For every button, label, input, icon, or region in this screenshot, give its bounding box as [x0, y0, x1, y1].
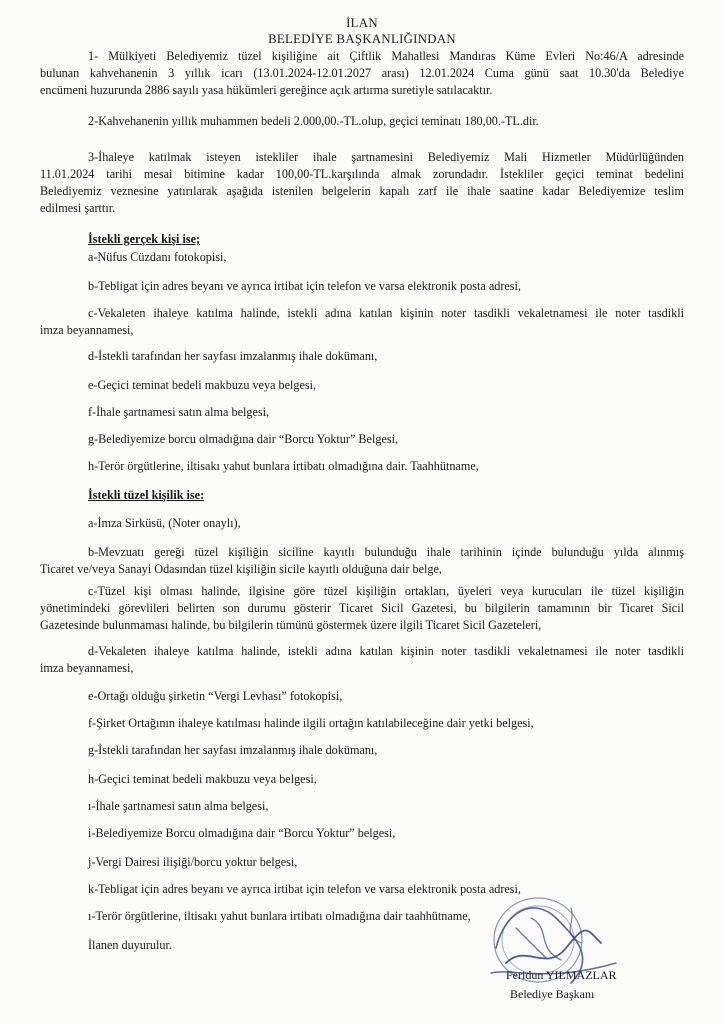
signatory-role: Belediye Başkanı: [510, 987, 595, 1001]
real-item-a: a-Nüfus Cüzdanı fotokopisi,: [88, 250, 227, 264]
legal-item-c-line-2: yönetimindeki görevlileri belirten son durumu gösterir Ticaret Sicil Gazetesi, bu bilgilerin tamamının bir Ticaret Sicil: [40, 601, 684, 615]
legal-item-d-line-2: imza beyannamesi,: [40, 661, 134, 675]
legal-item-d-line-1: d-Vekaleten ihaleye katılma halinde, istekli adına katılan kişinin noter tasdikli vekaletnamesi ile noter tasdikli: [88, 644, 684, 658]
paragraph-3-line-1: 3-İhaleye katılmak isteyen istekliler ihale şartnamesini Belediyemiz Mali Hizmetler Müdürlüğünden: [88, 150, 684, 164]
legal-item-g: g-İstekli tarafından her sayfası imzalanmış ihale dokümanı,: [88, 743, 378, 757]
signatory-name: Feridun YILMAZLAR: [506, 968, 617, 982]
legal-item-a: a-İmza Sirküsü, (Noter onaylı),: [88, 516, 241, 530]
page-title: İLAN: [346, 16, 378, 30]
paragraph-1-line-2: bulunan kahvehanenin 3 yıllık icarı (13.01.2024-12.01.2027 arası) 12.01.2024 Cuma günü saat 10.30'da Belediye: [40, 66, 684, 80]
real-person-heading: İstekli gerçek kişi ise;: [88, 232, 201, 246]
paragraph-1-line-1: 1- Mülkiyeti Belediyemiz tüzel kişiliğine ait Çiftlik Mahallesi Mandıras Küme Evleri No:46/A adresinde: [88, 49, 684, 63]
paragraph-2: 2-Kahvehanenin yıllık muhammen bedeli 2.000,00.-TL.olup, geçici teminatı 180,00.-TL.dir.: [88, 114, 539, 128]
legal-item-i-dotless: ı-İhale şartnamesi satın alma belgesi,: [88, 799, 269, 813]
real-item-e: e-Geçici teminat bedeli makbuzu veya belgesi,: [88, 378, 317, 392]
page-subtitle: BELEDİYE BAŞKANLIĞINDAN: [268, 32, 456, 46]
legal-item-l: ı-Terör örgütlerine, iltisakı yahut bunlara irtibatı olmadığına dair taahhütname,: [88, 909, 471, 923]
paragraph-3-line-2: 11.01.2024 tarihi mesai bitimine kadar 100,00-TL.karşılında almak zorundadır. İstekliler geçici teminat bedelini: [40, 167, 684, 181]
real-item-b: b-Tebligat için adres beyanı ve ayrıca irtibat için telefon ve varsa elektronik posta adresi,: [88, 279, 521, 293]
legal-item-c-line-1: c-Tüzel kişi olması halinde, ilgisine göre tüzel kişiliğin ortakları, üyeleri veya kurucuları ile tüzel kişiliğin: [88, 584, 684, 598]
paragraph-3-line-3: Belediyemiz veznesine yatırılarak aşağıda istenilen belgelerin kapalı zarf ile ihale saatine kadar Belediyemize teslim: [40, 184, 684, 198]
real-item-h: h-Terör örgütlerine, iltisakı yahut bunlara irtibatı olmadığına dair. Taahhütname,: [88, 459, 479, 473]
real-item-f: f-İhale şartnamesi satın alma belgesi,: [88, 405, 270, 419]
legal-item-k: k-Tebligat için adres beyanı ve ayrıca irtibat için telefon ve varsa elektronik posta adresi,: [88, 882, 521, 896]
real-item-c-line-1: c-Vekaleten ihaleye katılma halinde, istekli adına katılan kişinin noter tasdikli vekaletnamesi ile noter tasdikli: [88, 306, 684, 320]
legal-item-i: i-Belediyemize Borcu olmadığına dair “Borcu Yoktur” belgesi,: [88, 826, 396, 840]
legal-item-b-line-1: b-Mevzuatı gereği tüzel kişiliğin siciline kayıtlı bulunduğu ihale tarihinin içinde bulunduğu yılda alınmış: [88, 545, 684, 559]
closing-text: İlanen duyurulur.: [88, 938, 172, 952]
legal-entity-heading: İstekli tüzel kişilik ise:: [88, 488, 205, 502]
legal-item-f: f-Şirket Ortağının ihaleye katılması halinde ilgili ortağın katılabileceğine dair yetki belgesi,: [88, 716, 534, 730]
legal-item-j: j-Vergi Dairesi ilişiği/borcu yoktur belgesi,: [88, 855, 298, 869]
paragraph-3-line-4: edilmesi şarttır.: [40, 201, 116, 215]
legal-item-b-line-2: Ticaret ve/veya Sanayi Odasından tüzel kişiliğin sicile kayıtlı olduğuna dair belge,: [40, 562, 442, 576]
paragraph-1-line-3: encümeni huzurunda 2886 sayılı yasa hükümleri gereğince açık artırma suretiyle satılacaktır.: [40, 83, 493, 97]
real-item-c-line-2: imza beyannamesi,: [40, 323, 134, 337]
real-item-g: g-Belediyemize borcu olmadığına dair “Borcu Yoktur” Belgesi,: [88, 432, 399, 446]
legal-item-h: h-Geçici teminat bedeli makbuzu veya belgesi,: [88, 772, 317, 786]
real-item-d: d-İstekli tarafından her sayfası imzalanmış ihale dokümanı,: [88, 349, 378, 363]
legal-item-c-line-3: Gazetesinde bulunmaması halinde, bu bilgilerin tümünü göstermek üzere ilgili Ticaret Sicil Gazeteleri,: [40, 618, 542, 632]
legal-item-e: e-Ortağı olduğu şirketin “Vergi Levhası” fotokopisi,: [88, 689, 343, 703]
